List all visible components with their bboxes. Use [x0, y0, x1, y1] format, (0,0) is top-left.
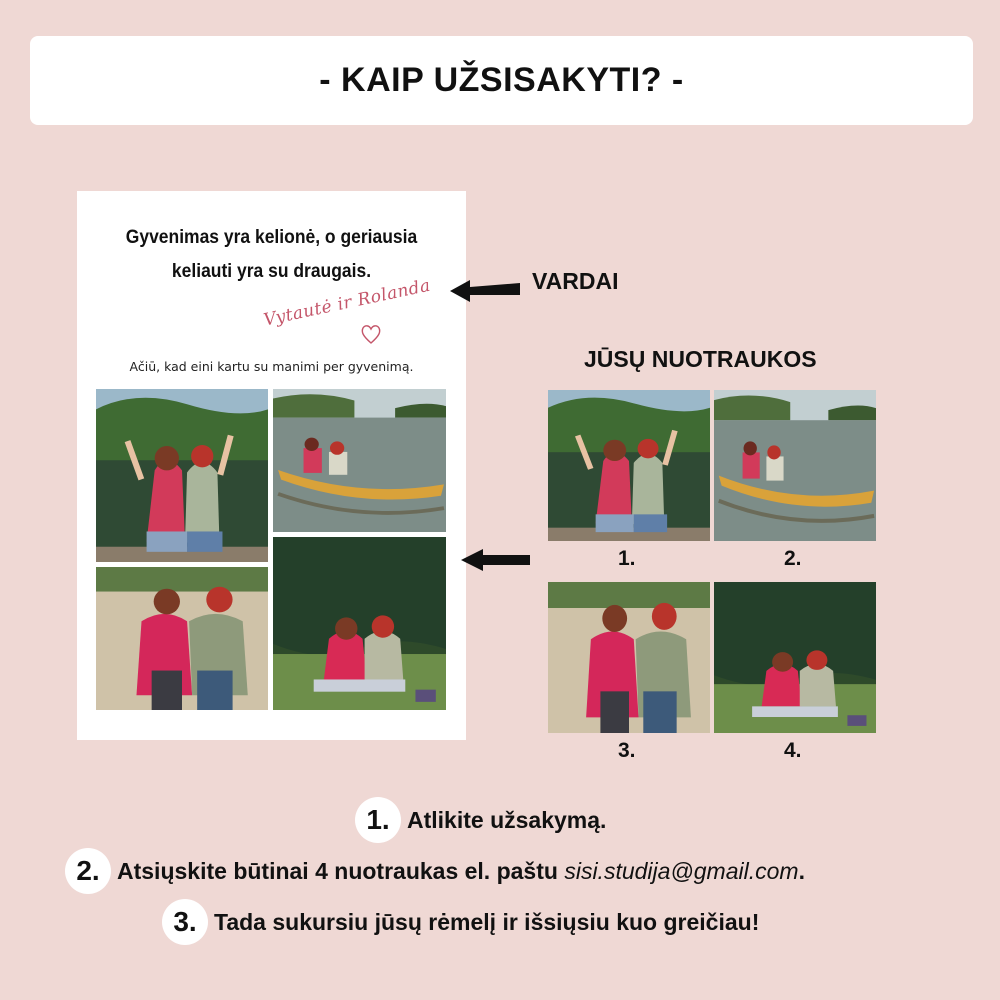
frame-preview — [77, 191, 466, 740]
poster-quote-line1: Gyvenimas yra kelionė, o geriausia — [125, 227, 418, 248]
email-address: sisi.studija@gmail.com — [564, 857, 799, 884]
poster-photo-2 — [273, 389, 446, 532]
user-photo-1 — [548, 390, 710, 541]
photo-number: 2. — [784, 547, 802, 570]
names-label: VARDAI — [532, 268, 619, 294]
photo-number: 4. — [784, 739, 802, 762]
step-1 — [355, 797, 606, 843]
poster-thanks: Ačiū, kad eini kartu su manimi per gyvenimą. — [129, 359, 414, 374]
poster-names: Vytautė ir Rolanda — [261, 275, 433, 331]
photos-label: JŪSŲ NUOTRAUKOS — [584, 346, 817, 372]
title-banner — [30, 36, 973, 125]
poster-photo-3 — [96, 567, 268, 710]
step-text: Atsiųskite būtinai 4 nuotraukas el. paštu — [117, 857, 558, 884]
page-title: - KAIP UŽSISAKYTI? - — [319, 61, 684, 99]
poster-photo-1 — [96, 389, 268, 562]
step-end: . — [798, 857, 805, 884]
user-photo-4 — [714, 582, 876, 733]
photo-number: 3. — [618, 739, 636, 762]
poster-quote-line2: keliauti yra su draugais. — [171, 261, 372, 282]
arrow-left-icon — [450, 278, 522, 304]
user-photo-3 — [548, 582, 710, 733]
poster-quote — [93, 221, 451, 289]
photo-number: 1. — [618, 547, 636, 570]
step-text: Tada sukursiu jūsų rėmelį ir išsiųsiu kuo greičiau! — [214, 908, 760, 935]
step-3 — [162, 899, 759, 945]
user-photo-2 — [714, 390, 876, 541]
step-text: Atlikite užsakymą. — [407, 806, 607, 833]
heart-icon — [359, 322, 383, 346]
step-number-badge: 1. — [355, 797, 401, 843]
poster-photo-4 — [273, 537, 446, 710]
step-2 — [65, 848, 805, 894]
step-number-badge: 2. — [65, 848, 111, 894]
arrow-left-icon — [461, 547, 531, 573]
step-number-badge: 3. — [162, 899, 208, 945]
